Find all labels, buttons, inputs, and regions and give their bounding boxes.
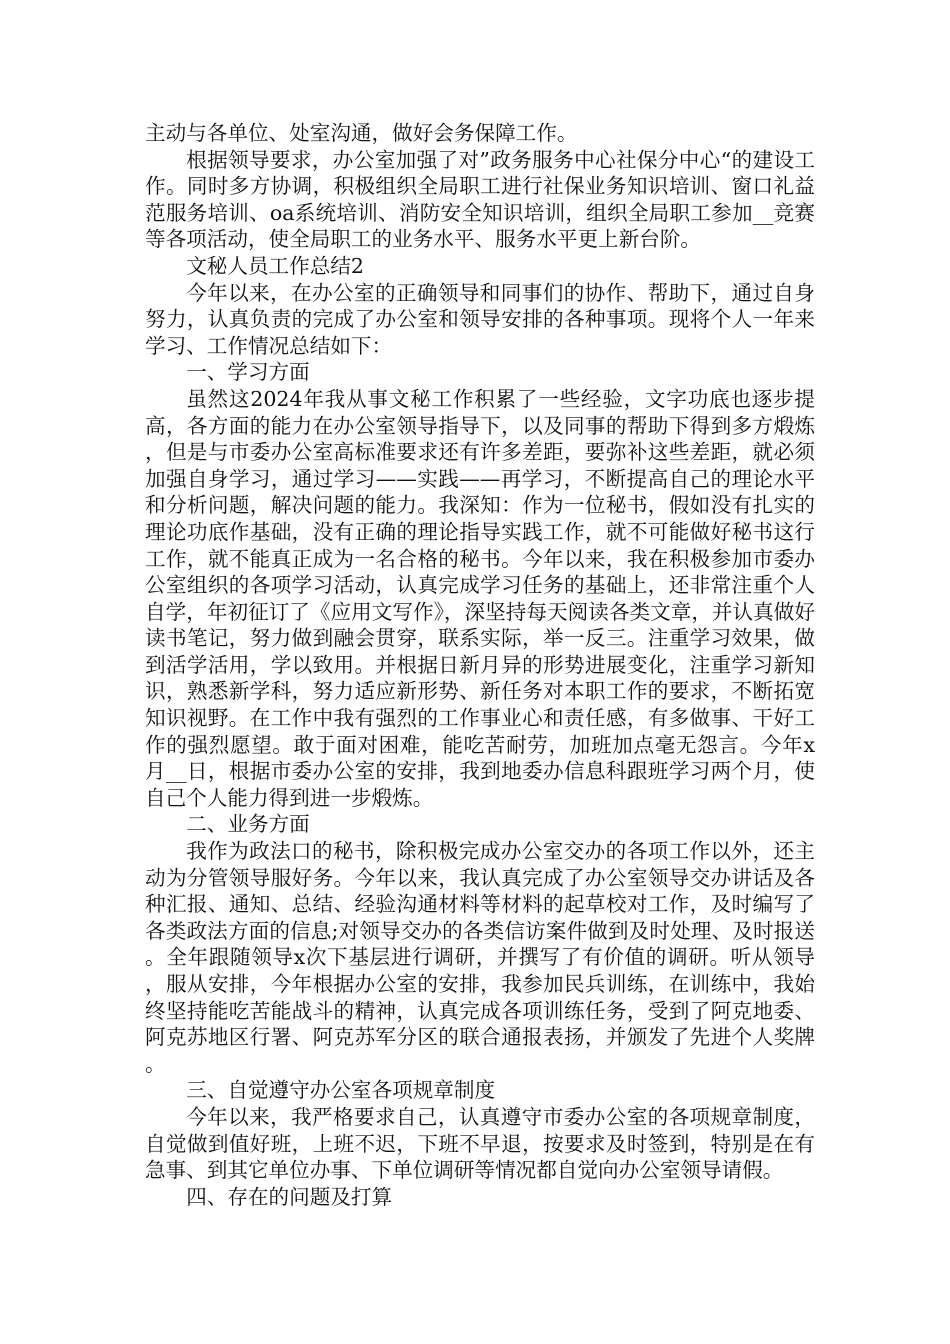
paragraph-business: 我作为政法口的秘书，除积极完成办公室交办的各项工作以外，还主动为分管领导服好务。今年以来，我认真完成了办公室领导交办讲话及各种汇报、通知、总结、经验沟通材料等材料的起草校对工作，及时编写了各类政法方面的信息;对领导交办的各类信访案件做到及时处理、及时报送。全年跟随领导x次下基层进行调研，并撰写了有价值的调研。听从领导，服从安排，今年根据办公室的安排，我参加民兵训练，在训练中，我始终坚持能吃苦能战斗的精神，认真完成各项训练任务，受到了阿克地委、阿克苏地区行署、阿克苏军分区的联合通报表扬，并颁发了先进个人奖牌。 — [145, 839, 815, 1076]
section-title-summary-2: 文秘人员工作总结2 — [186, 253, 365, 278]
paragraph-intro: 今年以来，在办公室的正确领导和同事们的协作、帮助下，通过自身努力，认真负责的完成了办公室和领导安排的各种事项。现将个人一年来学习、工作情况总结如下： — [145, 280, 815, 358]
paragraph-study: 虽然这2024年我从事文秘工作积累了一些经验，文字功底也逐步提高，各方面的能力在办公室领导指导下，以及同事的帮助下得到多方煅炼，但是与市委办公室高标准要求还有许多差距，要弥补这些差距，就必须加强自身学习，通过学习——实践——再学习，不断提高自己的理论水平和分析问题，解决问题的能力。我深知：作为一位秘书，假如没有扎实的理论功底作基础，没有正确的理论指导实践工作，就不可能做好秘书这行工作，就不能真正成为一名合格的秘书。今年以来，我在积极参加市委办公室组织的各项学习活动，认真完成学习任务的基础上，还非常注重个人自学，年初征订了《应用文写作》，深坚持每天阅读各类文章，并认真做好读书笔记，努力做到融会贯穿，联系实际，举一反三。注重学习效果，做到活学活用，学以致用。并根据日新月异的形势进展变化，注重学习新知识，熟悉新学科，努力适应新形势、新任务对本职工作的要求，不断拓宽知识视野。在工作中我有强烈的工作事业心和责任感，有多做事、干好工作的强烈愿望。敢于面对困难，能吃苦耐劳，加班加点毫无怨言。今年x月__日，根据市委办公室的安排，我到地委办信息科跟班学习两个月，使自己个人能力得到进一步煅炼。 — [145, 386, 815, 810]
heading-study: 一、学习方面 — [186, 360, 310, 385]
paragraph-social-security-center: 根据领导要求，办公室加强了对”政务服务中心社保分中心“的建设工作。同时多方协调，积极组织全局职工进行社保业务知识培训、窗口礼益范服务培训、oa系统培训、消防安全知识培训，组织全局职工参加__竞赛等各项活动，使全局职工的业务水平、服务水平更上新台阶。 — [145, 147, 815, 252]
document-body — [145, 120, 815, 1210]
heading-problems-plans: 四、存在的问题及打算 — [186, 1184, 393, 1209]
paragraph-rules: 今年以来，我严格要求自己，认真遵守市委办公室的各项规章制度，自觉做到值好班，上班不迟，下班不早退，按要求及时签到，特别是在有急事、到其它单位办事、下单位调研等情况都自觉向办公室领导请假。 — [145, 1104, 815, 1183]
heading-rules: 三、自觉遵守办公室各项规章制度 — [186, 1078, 496, 1103]
heading-business: 二、业务方面 — [186, 812, 310, 837]
paragraph-continuation: 主动与各单位、处室沟通，做好会务保障工作。 — [145, 121, 578, 145]
